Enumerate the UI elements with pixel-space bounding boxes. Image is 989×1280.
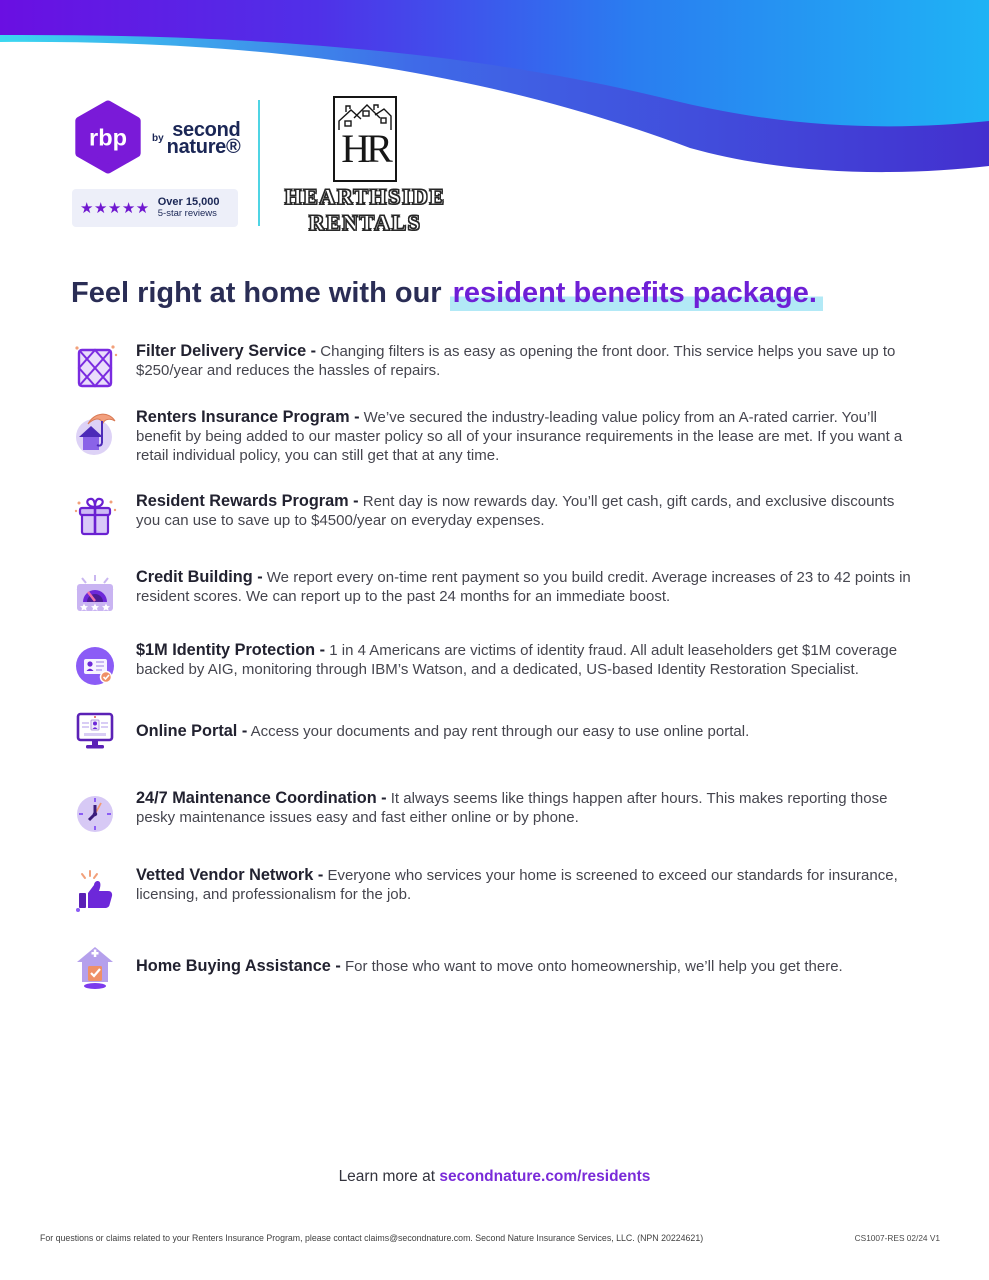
header-wave-graphic	[0, 0, 989, 200]
filter-icon	[72, 342, 118, 392]
hearthside-name-line-2: RENTALS	[308, 210, 422, 235]
learn-more-line	[0, 1168, 989, 1186]
umbrella-insurance-icon	[72, 408, 118, 458]
credit-gauge-icon	[72, 568, 118, 618]
hearthside-name-line-1: HEARTHSIDE	[284, 184, 446, 209]
clock-icon	[72, 789, 118, 839]
document-code: CS1007-RES 02/24 V1	[854, 1233, 940, 1243]
benefit-row-maintenance-coordination	[72, 789, 920, 839]
page-title	[71, 274, 931, 312]
home-check-icon	[72, 941, 118, 991]
reviews-badge	[72, 189, 238, 227]
benefit-description: It always seems like things happen after hours. This makes reporting those pesky maintenance issues easy and fast either online or by phone.	[136, 790, 888, 826]
thumbs-up-icon	[72, 866, 118, 916]
secondnature-residents-link[interactable]: secondnature.com/residents	[439, 1168, 651, 1185]
benefit-row-online-portal	[72, 705, 920, 757]
benefit-description: Rent day is now rewards day. You’ll get cash, gift cards, and exclusive discounts you can use to save up to $4500/year on everyday expenses.	[136, 493, 895, 529]
id-card-icon	[72, 641, 118, 691]
benefit-row-renters-insurance	[72, 408, 920, 465]
online-portal-icon	[72, 706, 118, 756]
benefit-title: Renters Insurance Program -	[136, 408, 360, 426]
rbp-badge-text: rbp	[89, 124, 127, 151]
headline-prefix: Feel right at home with our	[71, 277, 450, 309]
benefit-row-credit-building	[72, 568, 920, 618]
rbp-logo	[70, 99, 146, 175]
benefit-title: Resident Rewards Program -	[136, 492, 359, 510]
benefit-description: Changing filters is as easy as opening the front door. This service helps you save up to $250/year and reduces the hassles of repairs.	[136, 343, 896, 379]
reviews-count: Over 15,000	[157, 196, 220, 208]
benefit-title: Vetted Vendor Network -	[136, 866, 324, 884]
benefit-title: 24/7 Maintenance Coordination -	[136, 789, 387, 807]
hearthside-monogram: HR	[341, 126, 389, 171]
brand-line-1: second	[172, 119, 241, 141]
five-stars-icon: ★★★★★	[80, 199, 150, 217]
benefit-description: We report every on-time rent payment so you build credit. Average increases of 23 to 42 points in resident scores. We can report up to the past 24 months for an immediate boost.	[136, 569, 911, 605]
benefit-description: Access your documents and pay rent through our easy to use online portal.	[250, 722, 750, 740]
hearthside-monogram-box	[333, 96, 397, 182]
benefit-description: We’ve secured the industry-leading value policy from an A-rated carrier. You’ll benefit by being added to our master policy so all of your insurance requirements in the lease are met. If you want a retail individual policy, you can still get that at any time.	[136, 409, 903, 464]
benefit-title: Filter Delivery Service -	[136, 342, 317, 360]
benefit-description: 1 in 4 Americans are victims of identity fraud. All adult leaseholders get $1M coverage backed by AIG, monitoring through IBM’s Watson, and a dedicated, US-based Identity Restoration Specialist.	[136, 642, 898, 678]
hearthside-rentals-logo	[272, 96, 458, 234]
benefit-row-home-buying-assistance	[72, 940, 920, 992]
benefit-title: $1M Identity Protection -	[136, 641, 326, 659]
logo-divider	[258, 100, 260, 226]
benefit-title: Online Portal -	[136, 721, 248, 740]
headline-highlight: resident benefits package.	[450, 277, 823, 311]
benefit-description: Everyone who services your home is screened to exceed our standards for insurance, licensing, and professionalism for the job.	[136, 867, 898, 903]
benefit-row-filter-delivery	[72, 342, 920, 392]
learn-more-prefix: Learn more at	[338, 1168, 440, 1185]
second-nature-wordmark	[152, 119, 241, 158]
gift-icon	[72, 492, 118, 542]
benefit-row-resident-rewards	[72, 492, 920, 542]
benefit-row-vetted-vendor-network	[72, 866, 920, 916]
benefit-row-identity-protection	[72, 641, 920, 691]
benefit-title: Home Buying Assistance -	[136, 956, 341, 975]
benefit-title: Credit Building -	[136, 568, 263, 586]
by-label: by	[152, 133, 164, 144]
legal-fine-print: For questions or claims related to your Renters Insurance Program, please contact claims@secondnature.com. Second Nature Insurance Services, LLC. (NPN 20224621)	[40, 1233, 704, 1243]
reviews-caption: 5-star reviews	[157, 208, 217, 219]
benefit-description: For those who want to move onto homeownership, we’ll help you get there.	[344, 957, 843, 975]
brand-line-2: nature®	[166, 136, 241, 158]
